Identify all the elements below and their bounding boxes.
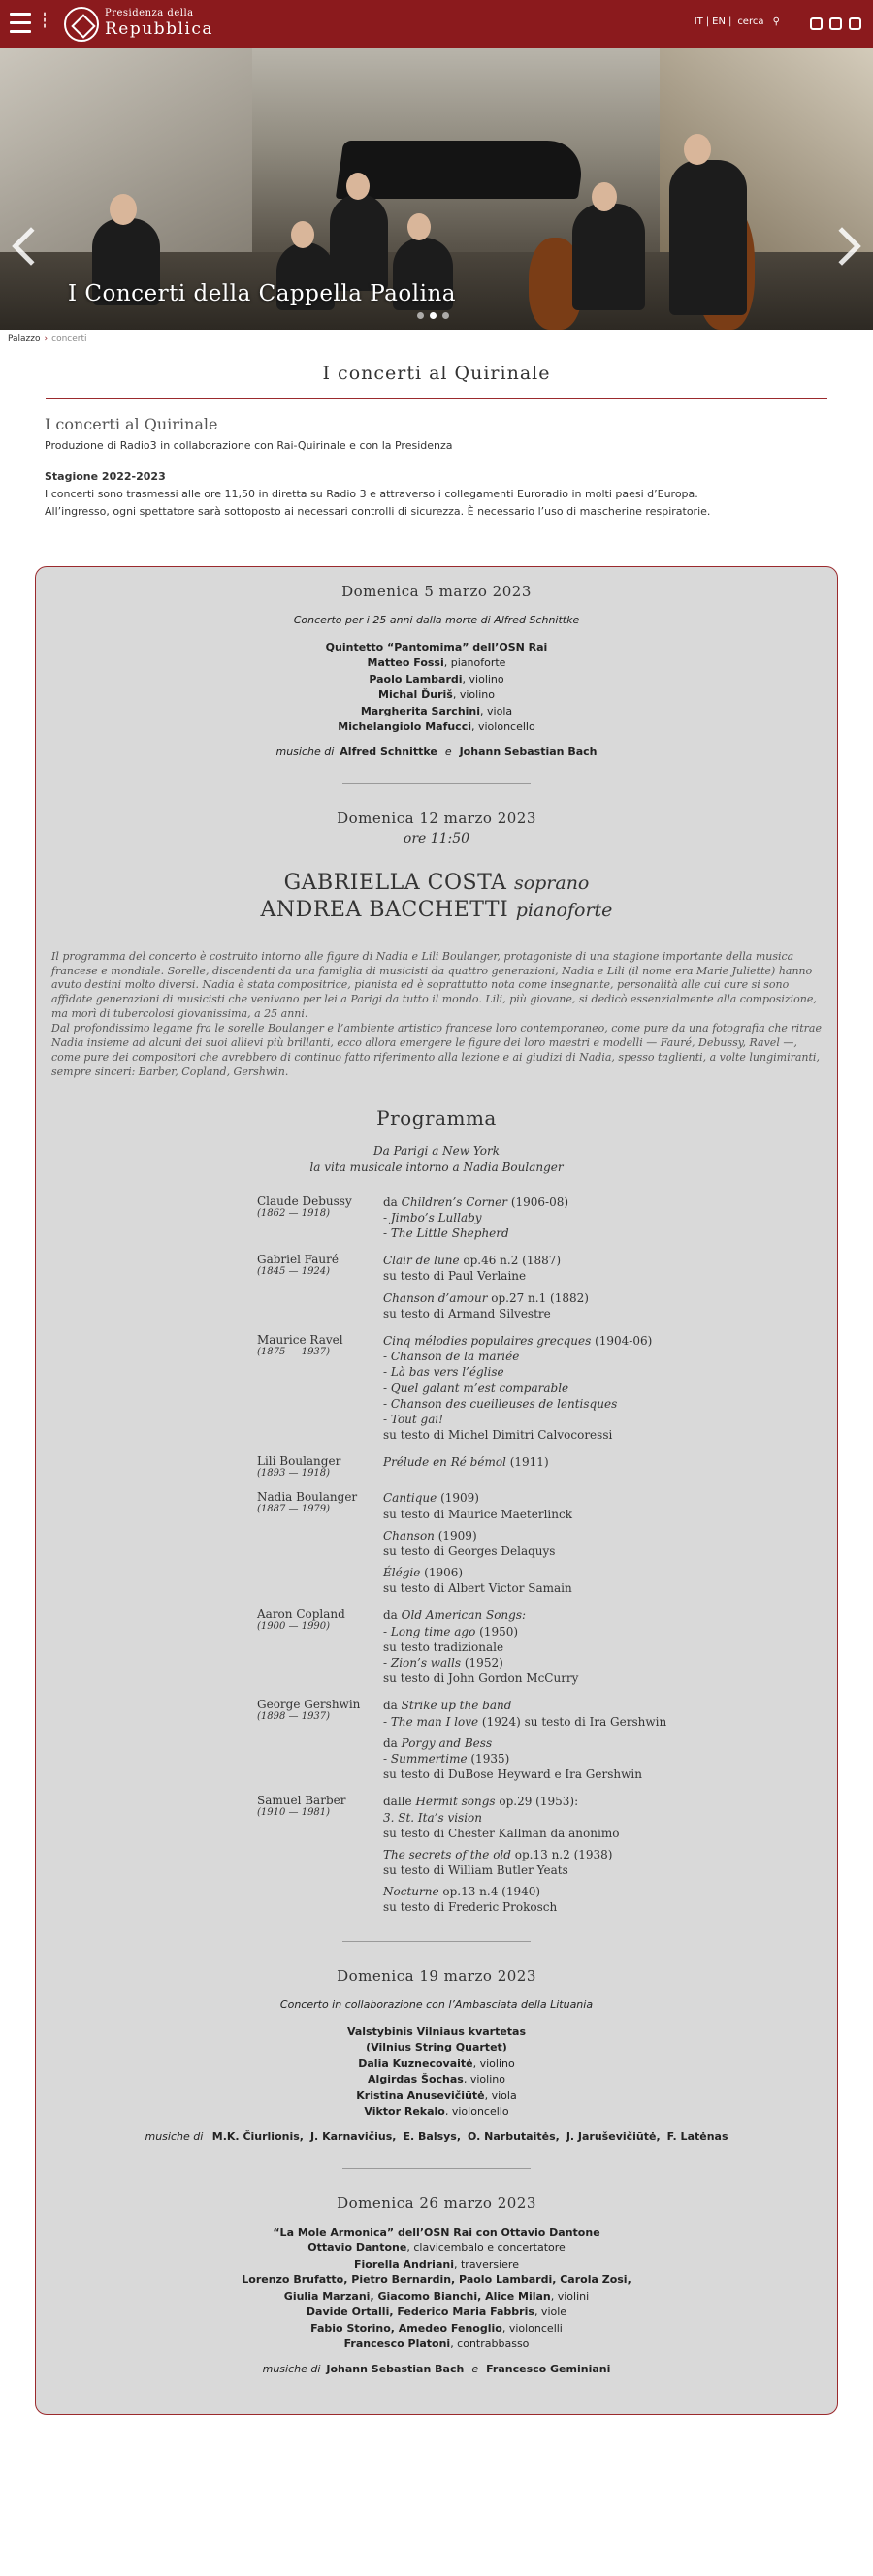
work-title: - Là bas vers l’église xyxy=(383,1365,504,1380)
work-item xyxy=(383,1607,703,1686)
carousel-dot[interactable] xyxy=(442,312,449,319)
work-detail: su testo di William Butler Yeats xyxy=(383,1863,568,1878)
work-title: 3. St. Ita’s vision xyxy=(383,1810,483,1825)
work-line xyxy=(383,1847,703,1862)
work-line xyxy=(383,1580,703,1596)
work-line xyxy=(383,1306,703,1321)
work-detail: da xyxy=(383,1194,402,1209)
musician-line: Matteo Fossi, pianoforte xyxy=(367,656,506,670)
work-item xyxy=(383,1333,703,1443)
musician-line: Davide Ortalli, Federico Maria Fabbris, viole xyxy=(306,2306,567,2319)
work-title: Élégie xyxy=(383,1566,421,1580)
composer-years: (1910 — 1981) xyxy=(257,1807,331,1819)
breadcrumb-home[interactable]: Palazzo xyxy=(8,334,41,344)
work-line xyxy=(383,1194,703,1210)
work-title: Old American Songs: xyxy=(401,1608,527,1623)
work-line xyxy=(383,1253,703,1268)
composer-name: Lili Boulanger xyxy=(257,1454,341,1469)
composer-info xyxy=(257,1794,383,1915)
work-title: Nocturne xyxy=(383,1885,439,1899)
work-line xyxy=(383,1670,703,1686)
composer-info xyxy=(257,1454,383,1479)
work-title: - Zion’s walls xyxy=(383,1656,462,1670)
intro-section xyxy=(0,399,873,522)
concert-date: Domenica 5 marzo 2023 xyxy=(341,582,532,600)
concert-music: musiche di Alfred Schnittke e Johann Sebastian Bach xyxy=(275,745,598,758)
work-item xyxy=(383,1794,703,1841)
search-link[interactable] xyxy=(734,16,783,27)
work-detail: (1909) xyxy=(436,1491,479,1506)
carousel-dot[interactable] xyxy=(417,312,424,319)
composer-works xyxy=(383,1698,703,1782)
breadcrumb-current: concerti xyxy=(51,334,87,344)
work-detail: su testo di Michel Dimitri Calvocoressi xyxy=(383,1428,613,1443)
lang-it-link[interactable]: IT xyxy=(694,16,703,27)
work-title: Hermit songs xyxy=(415,1795,496,1809)
work-line xyxy=(383,1766,703,1782)
work-line xyxy=(383,1862,703,1878)
concert-time: ore 11:50 xyxy=(403,830,470,846)
work-title: Chanson xyxy=(383,1528,435,1542)
composer-info xyxy=(257,1333,383,1443)
work-line xyxy=(383,1225,703,1241)
composer-link[interactable]: F. Latėnas xyxy=(666,2129,728,2143)
work-title: - Chanson de la mariée xyxy=(383,1350,520,1364)
search-label: cerca xyxy=(737,16,764,27)
programme-list xyxy=(257,1194,837,1916)
concert-date: Domenica 19 marzo 2023 xyxy=(337,1966,536,1985)
composer-link[interactable]: O. Narbutaitės, xyxy=(468,2129,560,2143)
top-bar xyxy=(0,0,873,48)
ensemble-name: Quintetto “Pantomima” dell’OSN Rai xyxy=(325,640,548,653)
hero-image-head xyxy=(291,221,314,248)
page-title: I concerti al Quirinale xyxy=(322,363,551,384)
work-line xyxy=(383,1899,703,1915)
composer-info xyxy=(257,1607,383,1686)
programme-composer xyxy=(257,1794,837,1915)
work-line xyxy=(383,1639,703,1655)
work-line xyxy=(383,1268,703,1284)
composer-info xyxy=(257,1253,383,1321)
composer-link[interactable]: Johann Sebastian Bach xyxy=(326,2362,465,2375)
programme-composer xyxy=(257,1194,837,1242)
work-item xyxy=(383,1698,703,1729)
ensemble-name: Valstybinis Vilniaus kvartetas xyxy=(346,2024,527,2038)
work-detail: op.13 n.4 (1940) xyxy=(438,1885,541,1899)
work-line xyxy=(383,1490,703,1506)
musician-line: Margherita Sarchini, viola xyxy=(360,704,513,717)
composer-name: Claude Debussy xyxy=(257,1193,352,1208)
composer-link[interactable]: J. Jaruševičiūtė, xyxy=(566,2129,661,2143)
work-line xyxy=(383,1698,703,1713)
carousel-dots xyxy=(417,312,449,319)
work-detail: su testo di Paul Verlaine xyxy=(383,1269,527,1284)
work-item xyxy=(383,1884,703,1915)
hero-image-head xyxy=(407,213,431,240)
work-detail: su testo di John Gordon McCurry xyxy=(383,1671,579,1686)
composer-name: Nadia Boulanger xyxy=(257,1490,358,1505)
composer-works xyxy=(383,1333,703,1443)
concert-4 xyxy=(36,2194,837,2375)
work-detail: (1950) xyxy=(475,1624,519,1638)
work-item xyxy=(383,1290,703,1321)
work-title: - Long time ago xyxy=(383,1624,476,1638)
musician-line: Algirdas Šochas, violino xyxy=(368,2073,505,2086)
intro-production: Produzione di Radio3 in collaborazione con Rai-Quirinale e con la Presidenza xyxy=(45,439,453,452)
work-line xyxy=(383,1528,703,1543)
composer-info xyxy=(257,1698,383,1782)
work-detail: op.27 n.1 (1882) xyxy=(487,1290,589,1305)
site-logo[interactable] xyxy=(105,9,213,38)
composer-years: (1862 — 1918) xyxy=(257,1207,331,1219)
composer-years: (1845 — 1924) xyxy=(257,1266,331,1278)
concert-2 xyxy=(36,810,837,1916)
facebook-icon[interactable] xyxy=(829,17,842,30)
work-title: The secrets of the old xyxy=(383,1847,511,1861)
composer-name: Samuel Barber xyxy=(257,1794,346,1808)
work-title: - Quel galant m’est comparable xyxy=(383,1381,569,1395)
work-detail: (1935) xyxy=(467,1751,510,1765)
work-title: - The man I love xyxy=(383,1714,479,1729)
musician-line: Michelangiolo Mafucci, violoncello xyxy=(338,720,535,734)
ensemble-name: “La Mole Armonica” dell’OSN Rai con Ottavio Dantone xyxy=(273,2225,600,2239)
composer-works xyxy=(383,1607,703,1686)
composer-link[interactable]: E. Balsys, xyxy=(403,2129,462,2143)
musician-line: Francesco Platoni, contrabbasso xyxy=(343,2337,530,2351)
work-title: - Summertime xyxy=(383,1751,468,1765)
composer-years: (1900 — 1990) xyxy=(257,1621,331,1633)
work-detail: da xyxy=(383,1735,402,1750)
emblem-icon[interactable] xyxy=(64,7,99,42)
work-line xyxy=(383,1454,703,1470)
work-line xyxy=(383,1624,703,1639)
hero-image-head xyxy=(110,194,137,225)
hero-image-head xyxy=(346,173,370,200)
musician-line: Giulia Marzani, Giacomo Bianchi, Alice Milan, violini xyxy=(283,2289,590,2303)
work-item xyxy=(383,1565,703,1596)
work-line xyxy=(383,1714,703,1730)
work-title: Strike up the band xyxy=(401,1699,512,1713)
programme-composer xyxy=(257,1490,837,1596)
work-line xyxy=(383,1364,703,1380)
work-detail: su testo di Maurice Maeterlinck xyxy=(383,1507,572,1521)
musician-line: Ottavio Dantone, clavicembalo e concertatore xyxy=(307,2242,566,2255)
composer-name: Aaron Copland xyxy=(257,1607,345,1622)
concert-divider xyxy=(342,1941,531,1942)
work-title: Chanson d’amour xyxy=(383,1290,488,1305)
breadcrumb xyxy=(0,330,873,349)
work-detail: (1952) xyxy=(461,1656,503,1670)
work-line xyxy=(383,1210,703,1225)
work-line xyxy=(383,1333,703,1349)
menu-icon[interactable] xyxy=(10,13,31,34)
concert-lineup xyxy=(36,2024,837,2120)
composer-info xyxy=(257,1194,383,1242)
work-item xyxy=(383,1847,703,1878)
concert-divider xyxy=(342,783,531,784)
concert-subtitle: Concerto per i 25 anni dalla morte di Alfred Schnittke xyxy=(293,613,580,626)
work-title: Prélude en Ré bémol xyxy=(383,1455,506,1470)
intro-broadcast: I concerti sono trasmessi alle ore 11,50 in diretta su Radio 3 e attraverso i collegamenti Euroradio in molti paesi d’Europa. xyxy=(45,488,698,501)
composer-years: (1875 — 1937) xyxy=(257,1347,331,1358)
work-title: - Tout gai! xyxy=(383,1412,444,1426)
composer-works xyxy=(383,1253,703,1321)
musician-line: Viktor Rekalo, violoncello xyxy=(364,2105,509,2118)
intro-heading: I concerti al Quirinale xyxy=(45,415,218,433)
concert-date: Domenica 12 marzo 2023 xyxy=(337,809,536,827)
composer-link[interactable]: Johann Sebastian Bach xyxy=(459,745,598,758)
work-detail: (1904-06) xyxy=(591,1334,653,1349)
programme-composer xyxy=(257,1454,837,1479)
programme-composer xyxy=(257,1698,837,1782)
programme-box xyxy=(35,566,838,2415)
work-detail: (1924) su testo di Ira Gershwin xyxy=(478,1714,667,1729)
page-bottom-spacer xyxy=(0,2415,873,2440)
work-line xyxy=(383,1349,703,1364)
hero-image-head xyxy=(592,182,617,211)
concert-description: Il programma del concerto è costruito intorno alle figure di Nadia e Lili Boulanger, protagoniste di una stagione importante della musica francese e mondiale. Sorelle, discendenti da una famiglia di musicisti da quattro generazioni, Nadia e Lili (il nome era Marie Juliette) hanno avuto destini molto diversi. Nadia è stata compositrice, pianista ed è soprattutto nota come insegnante, personalità alle cui cure si sono affidate generazioni di musicisti che venivano per lei a Parigi da tutto il mondo. Lili, più giovane, si dedicò essenzialmente alla composizione, ma morì di tubercolosi giovanissima, a 25 anni. Dal profondissimo legame fra le sorelle Boulanger e l’ambiente artistico francese loro contemporaneo, come pure da una fotografia che ritrae Nadia insieme ad alcuni dei suoi allievi più brillanti, ecco allora emergere le figure dei loro maestri e modelli — Fauré, Debussy, Ravel —, come pure dei compositori che avrebbero di continuo fatto riferimento alla lezione e ai giudizi di Nadia, spesso taglienti, a volte lungimiranti, sempre sinceri: Barber, Copland, Gershwin. xyxy=(51,949,822,1078)
concert-lineup xyxy=(36,2225,837,2353)
composer-works xyxy=(383,1454,703,1479)
concert-1 xyxy=(36,583,837,758)
work-line xyxy=(383,1751,703,1766)
work-detail: op.13 n.2 (1938) xyxy=(510,1847,613,1861)
work-detail: dalle xyxy=(383,1795,416,1809)
composer-info xyxy=(257,1490,383,1596)
intro-season: Stagione 2022-2023 xyxy=(45,470,166,484)
work-item xyxy=(383,1490,703,1521)
work-title: Cantique xyxy=(383,1491,437,1506)
work-line xyxy=(383,1826,703,1841)
brand-small: Presidenza della xyxy=(105,8,194,18)
musician-line: Kristina Anusevičiūtė, viola xyxy=(356,2088,517,2102)
composer-link[interactable]: M.K. Čiurlionis, xyxy=(211,2129,304,2143)
work-item xyxy=(383,1253,703,1284)
work-line xyxy=(383,1794,703,1809)
work-title: - Chanson des cueilleuses de lentisques xyxy=(383,1396,618,1411)
work-title: Children’s Corner xyxy=(401,1194,507,1209)
work-detail: su testo di Georges Delaquys xyxy=(383,1543,556,1558)
concert-music: musiche di Johann Sebastian Bach e Francesco Geminiani xyxy=(262,2362,611,2375)
work-line xyxy=(383,1884,703,1899)
work-line xyxy=(383,1607,703,1623)
work-detail: (1909) xyxy=(434,1528,477,1542)
hero-image-piano xyxy=(336,141,586,199)
musician-line: Fiorella Andriani, traversiere xyxy=(354,2257,519,2271)
work-title: Clair de lune xyxy=(383,1254,460,1268)
hero-image-musician xyxy=(330,194,388,291)
work-detail: (1906-08) xyxy=(507,1194,569,1209)
work-detail: (1911) xyxy=(505,1455,549,1470)
programme-composer xyxy=(257,1253,837,1321)
hero-image-musician xyxy=(669,160,747,315)
work-line xyxy=(383,1810,703,1826)
work-line xyxy=(383,1290,703,1306)
work-line xyxy=(383,1396,703,1412)
language-switch: IT | EN | cerca ⚲ xyxy=(692,16,786,27)
work-line xyxy=(383,1655,703,1670)
work-line xyxy=(383,1427,703,1443)
work-line xyxy=(383,1507,703,1522)
programme-subtitle: Da Parigi a New York la vita musicale intorno a Nadia Boulanger xyxy=(309,1144,564,1174)
composer-link[interactable]: Alfred Schnittke xyxy=(340,745,437,758)
work-detail: da xyxy=(383,1608,402,1623)
brand-big: Repubblica xyxy=(105,19,213,39)
musician-line: Fabio Storino, Amedeo Fenoglio, violoncelli xyxy=(310,2321,563,2335)
work-title: Cinq mélodies populaires grecques xyxy=(383,1334,592,1349)
search-icon: ⚲ xyxy=(772,16,780,27)
work-line xyxy=(383,1565,703,1580)
work-item xyxy=(383,1194,703,1242)
composer-link[interactable]: J. Karnavičius, xyxy=(309,2129,397,2143)
work-detail: su testo di Frederic Prokosch xyxy=(383,1900,558,1915)
programme-composer xyxy=(257,1607,837,1686)
concert-performers: GABRIELLA COSTA soprano ANDREA BACCHETTI pianoforte xyxy=(260,870,613,923)
lang-en-link[interactable]: EN xyxy=(712,16,726,27)
twitter-icon[interactable] xyxy=(849,17,861,30)
concert-music: musiche di M.K. Čiurlionis, J. Karnavičius, E. Balsys, O. Narbutaitės, J. Jaruševičiūtė, F. Latėnas xyxy=(145,2129,728,2143)
work-detail: su testo tradizionale xyxy=(383,1639,504,1654)
composer-name: George Gershwin xyxy=(257,1698,361,1712)
work-detail: su testo di Chester Kallman da anonimo xyxy=(383,1826,620,1840)
breadcrumb-separator-icon: › xyxy=(44,334,48,344)
intro-access: All’ingresso, ogni spettatore sarà sottoposto ai necessari controlli di sicurezza. È necessario l’uso di mascherine respiratorie. xyxy=(45,505,711,519)
musician-line: Lorenzo Brufatto, Pietro Bernardin, Paolo Lambardi, Carola Zosi, xyxy=(242,2274,631,2287)
programme-composer xyxy=(257,1333,837,1443)
composer-name: Gabriel Fauré xyxy=(257,1253,339,1267)
carousel-dot-active[interactable] xyxy=(430,312,436,319)
work-detail: op.46 n.2 (1887) xyxy=(459,1254,562,1268)
composer-link[interactable]: Francesco Geminiani xyxy=(486,2362,611,2375)
composer-works xyxy=(383,1794,703,1915)
work-detail: su testo di Albert Victor Samain xyxy=(383,1581,572,1596)
concert-divider xyxy=(342,2168,531,2169)
concert-date: Domenica 26 marzo 2023 xyxy=(337,2193,536,2211)
work-item xyxy=(383,1735,703,1783)
hero-title: I Concerti della Cappella Paolina xyxy=(68,281,456,306)
work-detail: su testo di DuBose Heyward e Ira Gershwin xyxy=(383,1767,642,1782)
composer-works xyxy=(383,1194,703,1242)
work-line xyxy=(383,1412,703,1427)
work-detail: da xyxy=(383,1699,402,1713)
work-detail: su testo di Armand Silvestre xyxy=(383,1306,551,1320)
concert-3 xyxy=(36,1967,837,2143)
work-detail: (1906) xyxy=(420,1566,464,1580)
work-detail: op.29 (1953): xyxy=(495,1795,579,1809)
work-item xyxy=(383,1454,703,1470)
concert-lineup xyxy=(36,640,837,736)
musician-line: Dalia Kuznecovaitė, violino xyxy=(358,2056,515,2070)
musician-line: Paolo Lambardi, violino xyxy=(369,672,504,685)
composer-works xyxy=(383,1490,703,1596)
italy-flag-icon: ▮ ▮ ▮ xyxy=(43,12,47,29)
composer-name: Maurice Ravel xyxy=(257,1333,343,1348)
hero-image-musician xyxy=(572,204,645,310)
musician-line: Michal Ďuriš, violino xyxy=(378,688,495,702)
work-title: Porgy and Bess xyxy=(401,1735,493,1750)
concert-subtitle: Concerto in collaborazione con l’Ambasciata della Lituania xyxy=(279,1997,594,2011)
programme-heading: Programma xyxy=(376,1106,497,1130)
hero-image-head xyxy=(684,134,711,165)
work-title: - Jimbo’s Lullaby xyxy=(383,1210,482,1224)
work-item xyxy=(383,1528,703,1559)
social-links xyxy=(810,17,861,30)
ensemble-name-alt: (Vilnius String Quartet) xyxy=(366,2041,507,2054)
work-line xyxy=(383,1381,703,1396)
work-line xyxy=(383,1735,703,1751)
composer-years: (1893 — 1918) xyxy=(257,1468,331,1479)
work-line xyxy=(383,1543,703,1559)
composer-years: (1898 — 1937) xyxy=(257,1711,331,1723)
composer-years: (1887 — 1979) xyxy=(257,1504,331,1515)
email-icon[interactable] xyxy=(810,17,823,30)
work-title: - The Little Shepherd xyxy=(383,1226,509,1241)
